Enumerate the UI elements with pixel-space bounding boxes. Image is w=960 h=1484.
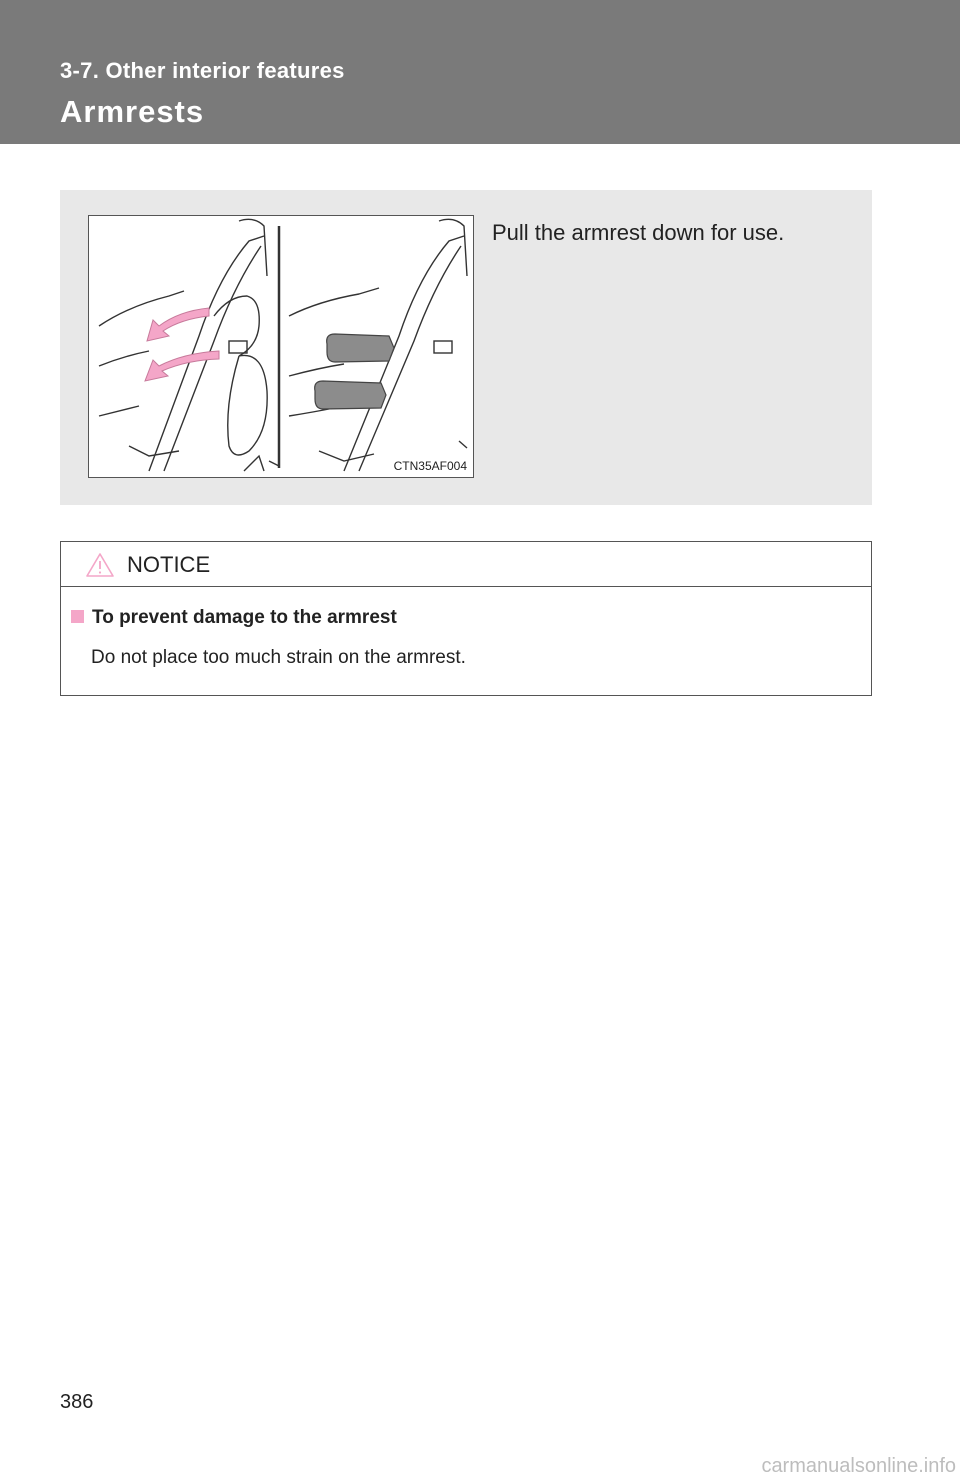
- watermark: carmanualsonline.info: [761, 1455, 956, 1477]
- page-number: 386: [60, 1391, 94, 1413]
- seat-armrest-drawing: [89, 216, 473, 477]
- figure-code: CTN35AF004: [393, 459, 467, 473]
- notice-box: [60, 541, 872, 696]
- page-title: Armrests: [60, 94, 205, 129]
- notice-header: [61, 542, 871, 587]
- warning-triangle-icon: [85, 552, 115, 583]
- notice-item-text: Do not place too much strain on the armrest.: [91, 647, 466, 668]
- page-header: [0, 0, 960, 144]
- instruction-text: Pull the armrest down for use.: [492, 220, 785, 245]
- section-label: 3-7. Other interior features: [60, 58, 345, 83]
- square-bullet-icon: [71, 610, 84, 623]
- armrest-illustration: [88, 215, 474, 478]
- illustration-panel: [60, 190, 872, 505]
- notice-item-title: [71, 607, 397, 629]
- notice-title: NOTICE: [127, 552, 211, 577]
- notice-item-title-text: To prevent damage to the armrest: [92, 607, 397, 628]
